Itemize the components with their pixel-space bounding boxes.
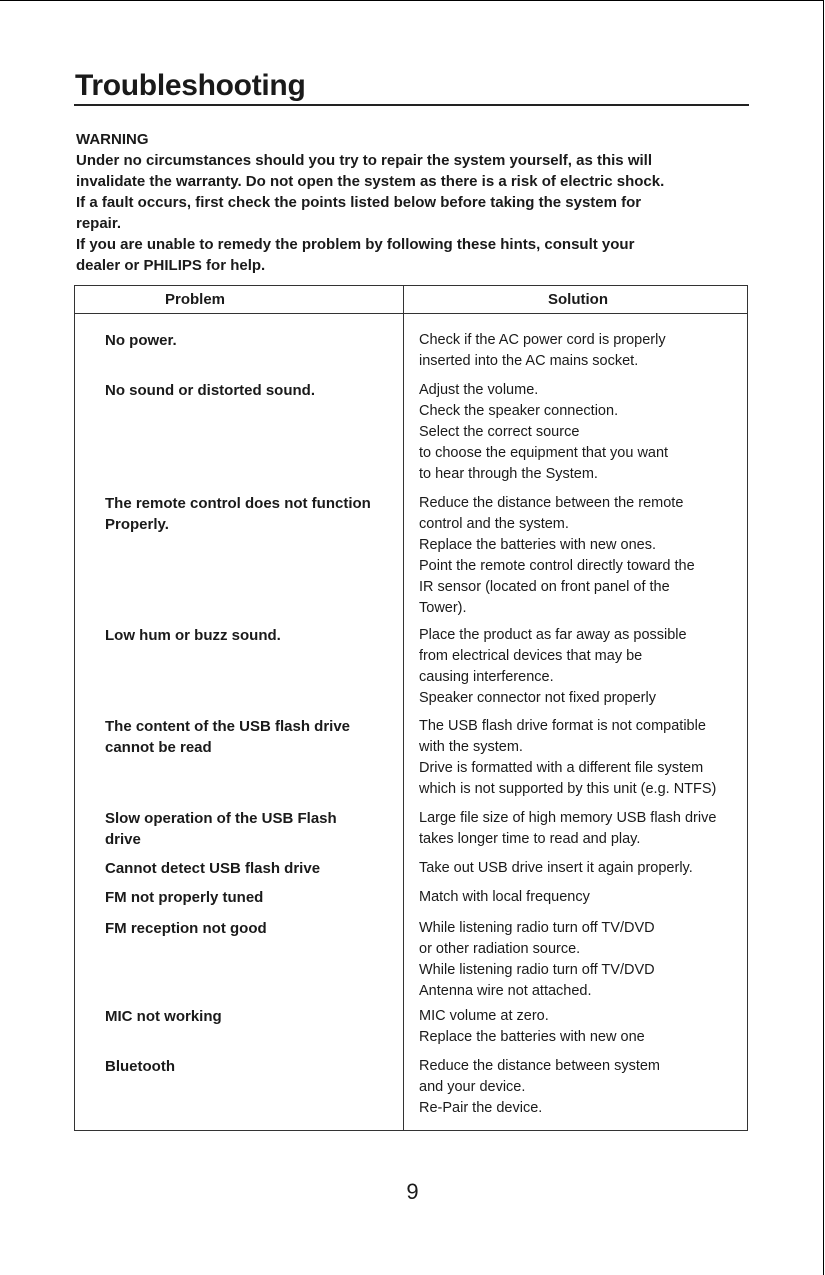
solution-cell (419, 380, 745, 485)
column-divider (403, 286, 404, 1130)
problem-line: cannot be read (105, 739, 212, 756)
solution-line: Reduce the distance between the remote (419, 495, 684, 511)
solution-line: Take out USB drive insert it again properly. (419, 860, 693, 876)
solution-cell (419, 858, 745, 879)
problem-line: Low hum or buzz sound. (105, 627, 281, 644)
warning-line: If a fault occurs, first check the points listed below before taking the system for (76, 194, 642, 211)
solution-cell (419, 716, 745, 800)
solution-line: and your device. (419, 1079, 526, 1095)
problem-line: Slow operation of the USB Flash (105, 810, 337, 827)
title-underline (74, 104, 749, 106)
problem-cell (105, 716, 395, 758)
solution-cell (419, 625, 745, 709)
warning-line: If you are unable to remedy the problem by following these hints, consult your (76, 236, 635, 253)
solution-line: with the system. (419, 739, 523, 755)
problem-line: No sound or distorted sound. (105, 382, 315, 399)
solution-line: The USB flash drive format is not compatible (419, 718, 706, 734)
problem-cell (105, 1056, 395, 1077)
header-divider (75, 313, 747, 314)
warning-line: repair. (76, 215, 122, 232)
solution-cell (419, 493, 745, 619)
solution-line: Match with local frequency (419, 889, 590, 905)
solution-cell (419, 330, 745, 372)
solution-line: Check if the AC power cord is properly (419, 332, 666, 348)
problem-line: FM not properly tuned (105, 889, 264, 906)
solution-line: inserted into the AC mains socket. (419, 353, 639, 369)
warning-block (76, 129, 716, 276)
problem-line: drive (105, 831, 141, 848)
solution-line: Adjust the volume. (419, 382, 539, 398)
solution-line: from electrical devices that may be (419, 648, 643, 664)
warning-line: Under no circumstances should you try to repair the system yourself, as this will (76, 152, 652, 169)
warning-line: invalidate the warranty. Do not open the system as there is a risk of electric shock. (76, 173, 665, 190)
problem-cell (105, 1006, 395, 1027)
problem-cell (105, 918, 395, 939)
solution-column-header: Solution (548, 291, 608, 308)
solution-line: Select the correct source (419, 424, 580, 440)
problem-line: Cannot detect USB flash drive (105, 860, 321, 877)
solution-line: While listening radio turn off TV/DVD (419, 920, 655, 936)
right-border-line (823, 0, 824, 1275)
solution-line: Check the speaker connection. (419, 403, 619, 419)
solution-cell (419, 808, 745, 850)
solution-line: IR sensor (located on front panel of the (419, 579, 670, 595)
warning-line: dealer or PHILIPS for help. (76, 257, 266, 274)
solution-line: Replace the batteries with new ones. (419, 537, 656, 553)
problem-cell (105, 808, 395, 850)
page-number: 9 (406, 1179, 419, 1204)
solution-line: Antenna wire not attached. (419, 983, 592, 999)
problem-cell (105, 380, 395, 401)
solution-cell (419, 887, 745, 908)
solution-line: to choose the equipment that you want (419, 445, 669, 461)
solution-line: MIC volume at zero. (419, 1008, 549, 1024)
problem-line: MIC not working (105, 1008, 222, 1025)
solution-line: to hear through the System. (419, 466, 598, 482)
problem-line: The content of the USB flash drive (105, 718, 351, 735)
problem-line: FM reception not good (105, 920, 267, 937)
solution-line: Place the product as far away as possible (419, 627, 687, 643)
solution-line: Re-Pair the device. (419, 1100, 543, 1116)
solution-line: takes longer time to read and play. (419, 831, 641, 847)
solution-line: Tower). (419, 600, 467, 616)
problem-line: Bluetooth (105, 1058, 175, 1075)
problem-line: Properly. (105, 516, 169, 533)
solution-line: While listening radio turn off TV/DVD (419, 962, 655, 978)
solution-line: Speaker connector not fixed properly (419, 690, 656, 706)
solution-line: causing interference. (419, 669, 554, 685)
page-title: Troubleshooting (75, 69, 306, 102)
solution-line: which is not supported by this unit (e.g. NTFS) (419, 781, 717, 797)
problem-cell (105, 330, 395, 351)
troubleshooting-table (74, 285, 748, 1131)
problem-line: The remote control does not function (105, 495, 371, 512)
warning-heading: WARNING (76, 131, 149, 148)
solution-line: Large file size of high memory USB flash drive (419, 810, 717, 826)
solution-cell (419, 1006, 745, 1048)
problem-cell (105, 493, 395, 535)
solution-cell (419, 918, 745, 1002)
solution-cell (419, 1056, 745, 1119)
top-border-line (0, 0, 823, 1)
problem-cell (105, 858, 395, 879)
solution-line: Drive is formatted with a different file system (419, 760, 704, 776)
solution-line: control and the system. (419, 516, 569, 532)
problem-cell (105, 625, 395, 646)
problem-cell (105, 887, 395, 908)
solution-line: or other radiation source. (419, 941, 581, 957)
solution-line: Replace the batteries with new one (419, 1029, 645, 1045)
solution-line: Reduce the distance between system (419, 1058, 660, 1074)
solution-line: Point the remote control directly toward the (419, 558, 695, 574)
problem-column-header: Problem (165, 291, 226, 308)
problem-line: No power. (105, 332, 177, 349)
